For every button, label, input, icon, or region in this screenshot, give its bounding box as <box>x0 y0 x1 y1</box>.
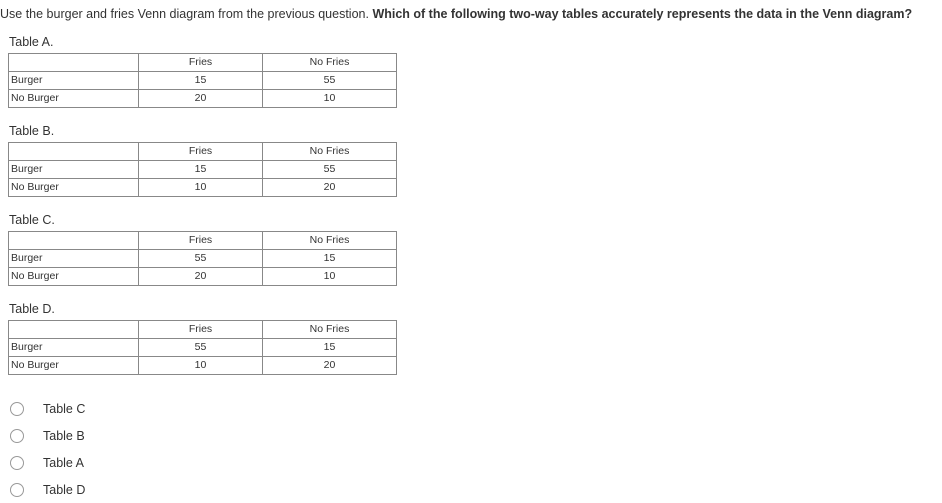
table-row <box>9 161 397 179</box>
question-text <box>0 6 942 22</box>
table-cell: 55 <box>263 161 397 179</box>
question-intro: Use the burger and fries Venn diagram from the previous question. <box>0 7 373 21</box>
question-prompt: Which of the following two-way tables accurately represents the data in the Venn diagram? <box>372 7 913 21</box>
table-row <box>9 339 397 357</box>
table-header-row <box>9 232 397 250</box>
table-cell: 15 <box>263 250 397 268</box>
table-header-row <box>9 54 397 72</box>
corner-cell <box>9 232 139 250</box>
table-b-block <box>8 123 398 197</box>
table-header-row <box>9 321 397 339</box>
answer-options <box>10 395 85 503</box>
radio-button[interactable] <box>10 402 24 416</box>
table-cell: 15 <box>263 339 397 357</box>
corner-cell <box>9 143 139 161</box>
table-title: Table C. <box>9 213 55 227</box>
table-title: Table D. <box>9 302 55 316</box>
table-header-row <box>9 143 397 161</box>
row-header: No Burger <box>9 90 139 108</box>
two-way-table-b <box>8 142 397 197</box>
table-cell: 55 <box>139 339 263 357</box>
table-cell: 20 <box>139 90 263 108</box>
column-header: No Fries <box>263 232 397 250</box>
table-cell: 15 <box>139 161 263 179</box>
column-header: Fries <box>139 321 263 339</box>
two-way-table-a <box>8 53 397 108</box>
column-header: Fries <box>139 232 263 250</box>
answer-option-table-a[interactable] <box>10 449 85 476</box>
table-cell: 55 <box>263 72 397 90</box>
row-header: No Burger <box>9 268 139 286</box>
row-header: Burger <box>9 161 139 179</box>
table-row <box>9 268 397 286</box>
table-cell: 55 <box>139 250 263 268</box>
table-title: Table A. <box>9 35 54 49</box>
radio-button[interactable] <box>10 483 24 497</box>
column-header: No Fries <box>263 143 397 161</box>
answer-option-table-b[interactable] <box>10 422 85 449</box>
table-row <box>9 250 397 268</box>
table-cell: 10 <box>139 179 263 197</box>
table-row <box>9 72 397 90</box>
two-way-table-c <box>8 231 397 286</box>
column-header: No Fries <box>263 321 397 339</box>
table-cell: 20 <box>139 268 263 286</box>
table-a-block <box>8 34 398 108</box>
table-cell: 10 <box>139 357 263 375</box>
row-header: Burger <box>9 250 139 268</box>
column-header: Fries <box>139 143 263 161</box>
row-header: No Burger <box>9 179 139 197</box>
table-cell: 15 <box>139 72 263 90</box>
table-cell: 10 <box>263 90 397 108</box>
table-title: Table B. <box>9 124 55 138</box>
row-header: Burger <box>9 72 139 90</box>
table-row <box>9 357 397 375</box>
answer-option-table-c[interactable] <box>10 395 85 422</box>
option-label[interactable]: Table B <box>43 428 85 443</box>
column-header: No Fries <box>263 54 397 72</box>
option-label[interactable]: Table D <box>43 482 86 497</box>
option-label[interactable]: Table C <box>43 401 86 416</box>
table-row <box>9 90 397 108</box>
answer-option-table-d[interactable] <box>10 476 85 503</box>
corner-cell <box>9 54 139 72</box>
radio-button[interactable] <box>10 456 24 470</box>
radio-button[interactable] <box>10 429 24 443</box>
two-way-table-d <box>8 320 397 375</box>
table-cell: 10 <box>263 268 397 286</box>
table-cell: 20 <box>263 179 397 197</box>
corner-cell <box>9 321 139 339</box>
table-d-block <box>8 301 398 375</box>
row-header: No Burger <box>9 357 139 375</box>
row-header: Burger <box>9 339 139 357</box>
column-header: Fries <box>139 54 263 72</box>
table-row <box>9 179 397 197</box>
table-c-block <box>8 212 398 286</box>
table-cell: 20 <box>263 357 397 375</box>
option-label[interactable]: Table A <box>43 455 85 470</box>
